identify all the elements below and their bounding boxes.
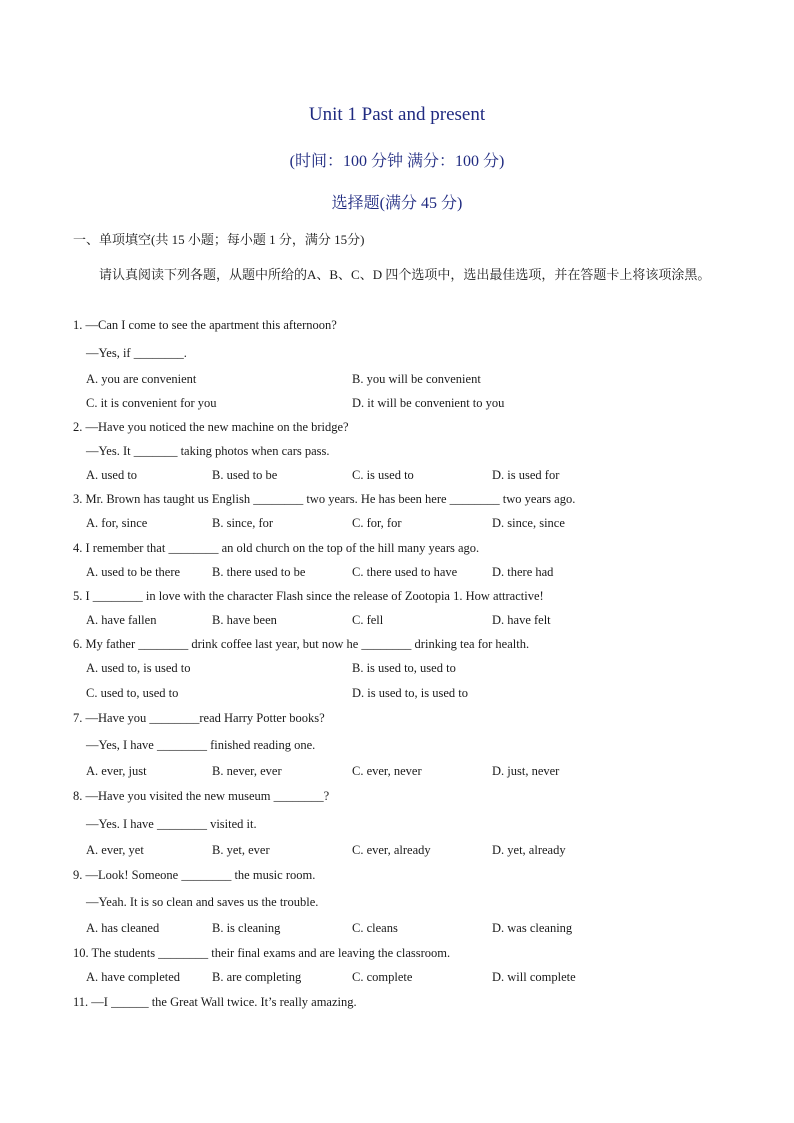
question-9-option-c: C. cleans [352,921,398,935]
question-10-option-a: A. have completed [86,970,181,984]
question-1-dialog: —Yes, if ________. [86,346,187,360]
question-3-option-c: C. for, for [352,516,402,530]
question-1-option-d: D. it will be convenient to you [352,396,505,410]
question-4-option-b: B. there used to be [212,565,306,579]
question-9-option-d: D. was cleaning [492,921,573,935]
question-3-stem: 3. Mr. Brown has taught us English ________ two years. He has been here ________ two years ago. [73,492,576,506]
question-7-stem: 7. —Have you ________read Harry Potter books? [73,711,325,725]
question-7-option-d: D. just, never [492,764,560,778]
question-2-option-b: B. used to be [212,468,278,482]
question-1-option-c: C. it is convenient for you [86,396,217,410]
question-10-option-b: B. are completing [212,970,302,984]
question-8-stem: 8. —Have you visited the new museum ________? [73,789,330,803]
question-2-option-a: A. used to [86,468,138,482]
question-9-option-a: A. has cleaned [86,921,160,935]
question-2-option-c: C. is used to [352,468,414,482]
section-title: 选择题(满分 45 分) [331,195,463,212]
question-3-option-a: A. for, since [86,516,148,530]
question-4-option-d: D. there had [492,565,554,579]
question-7-option-b: B. never, ever [212,764,282,778]
question-8-option-a: A. ever, yet [86,843,144,857]
question-6-option-c: C. used to, used to [86,686,179,700]
question-10-option-d: D. will complete [492,970,576,984]
question-3-option-d: D. since, since [492,516,565,530]
question-5-option-c: C. fell [352,613,384,627]
question-4-option-a: A. used to be there [86,565,181,579]
question-2-option-d: D. is used for [492,468,560,482]
question-1-option-b: B. you will be convenient [352,372,481,386]
question-2-stem: 2. —Have you noticed the new machine on the bridge? [73,420,349,434]
question-3-option-b: B. since, for [212,516,274,530]
question-5-option-a: A. have fallen [86,613,157,627]
question-4-stem: 4. I remember that ________ an old church on the top of the hill many years ago. [73,541,480,555]
question-7-option-c: C. ever, never [352,764,422,778]
question-7-dialog: —Yes, I have ________ finished reading one. [86,738,316,752]
question-8-option-b: B. yet, ever [212,843,270,857]
question-1-option-a: A. you are convenient [86,372,197,386]
exam-time-score: (时间：100 分钟 满分：100 分) [289,153,505,170]
question-10-option-c: C. complete [352,970,413,984]
question-2-dialog: —Yes. It _______ taking photos when cars pass. [86,444,330,458]
question-6-option-b: B. is used to, used to [352,661,456,675]
question-10-stem: 10. The students ________ their final exams and are leaving the classroom. [73,946,451,960]
question-6-option-d: D. is used to, is used to [352,686,468,700]
question-8-dialog: —Yes. I have ________ visited it. [86,817,257,831]
question-9-option-b: B. is cleaning [212,921,281,935]
question-11-stem: 11. —I ______ the Great Wall twice. It’s really amazing. [73,995,357,1009]
question-6-option-a: A. used to, is used to [86,661,191,675]
question-5-option-b: B. have been [212,613,277,627]
question-8-option-c: C. ever, already [352,843,431,857]
question-4-option-c: C. there used to have [352,565,458,579]
part-heading: 一、单项填空(共 15 小题；每小题 1 分，满分 15分) [73,232,365,247]
instructions: 请认真阅读下列各题，从题中所给的A、B、C、D 四个选项中，选出最佳选项，并在答题卡上将该项涂黑。 [99,267,711,282]
question-5-option-d: D. have felt [492,613,551,627]
page-title: Unit 1 Past and present [308,104,486,125]
question-6-stem: 6. My father ________ drink coffee last year, but now he ________ drinking tea for health. [73,637,530,651]
question-9-dialog: —Yeah. It is so clean and saves us the trouble. [86,895,319,909]
question-5-stem: 5. I ________ in love with the character Flash since the release of Zootopia 1. How attractive! [73,589,544,603]
question-7-option-a: A. ever, just [86,764,147,778]
question-9-stem: 9. —Look! Someone ________ the music room. [73,868,316,882]
question-1-stem: 1. —Can I come to see the apartment this afternoon? [73,318,337,332]
question-8-option-d: D. yet, already [492,843,566,857]
